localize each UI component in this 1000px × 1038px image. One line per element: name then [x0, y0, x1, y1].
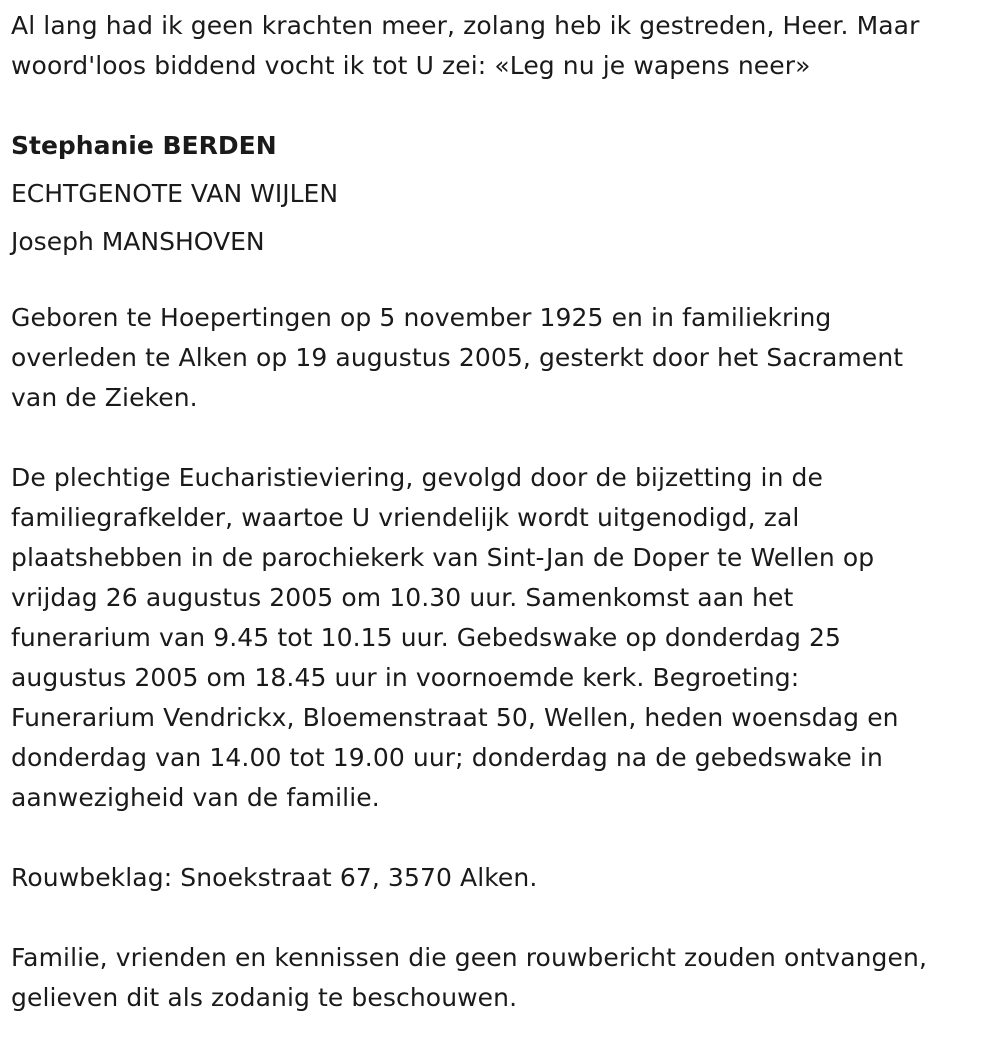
paragraph-line: plaatshebben in de parochiekerk van Sint-Jan de Doper te Wellen op — [11, 543, 875, 572]
ceremony-paragraph — [11, 458, 986, 818]
spacer — [11, 898, 986, 938]
paragraph-line: augustus 2005 om 18.45 uur in voornoemde kerk. Begroeting: — [11, 663, 800, 692]
spacer — [11, 418, 986, 458]
paragraph-line: funerarium van 9.45 tot 10.15 uur. Gebedswake op donderdag 25 — [11, 623, 841, 652]
deceased-block — [11, 122, 986, 266]
paragraph-line: gelieven dit als zodanig te beschouwen. — [11, 983, 518, 1012]
condolences-paragraph — [11, 858, 986, 898]
paragraph-line: Rouwbeklag: Snoekstraat 67, 3570 Alken. — [11, 863, 538, 892]
verse — [11, 6, 986, 86]
paragraph-line: vrijdag 26 augustus 2005 om 10.30 uur. Samenkomst aan het — [11, 583, 794, 612]
paragraph-line: van de Zieken. — [11, 383, 198, 412]
obituary-document — [11, 6, 986, 1018]
notice-paragraph — [11, 938, 986, 1018]
spacer — [11, 818, 986, 858]
paragraph-line: Funerarium Vendrickx, Bloemenstraat 50, Wellen, heden woensdag en — [11, 703, 899, 732]
paragraph-line: Geboren te Hoepertingen op 5 november 1925 en in familiekring — [11, 303, 832, 332]
verse-line: Al lang had ik geen krachten meer, zolang heb ik gestreden, Heer. Maar — [11, 11, 920, 40]
spacer — [11, 266, 986, 298]
paragraph-line: aanwezigheid van de familie. — [11, 783, 380, 812]
paragraph-line: donderdag van 14.00 tot 19.00 uur; donderdag na de gebedswake in — [11, 743, 883, 772]
spouse-name: Joseph MANSHOVEN — [11, 227, 265, 256]
paragraph-line: overleden te Alken op 19 augustus 2005, gesterkt door het Sacrament — [11, 343, 904, 372]
paragraph-line: De plechtige Eucharistieviering, gevolgd door de bijzetting in de — [11, 463, 824, 492]
verse-line: woord'loos biddend vocht ik tot U zei: «Leg nu je wapens neer» — [11, 51, 811, 80]
birth-death-paragraph — [11, 298, 986, 418]
spacer — [11, 86, 986, 122]
paragraph-line: familiegrafkelder, waartoe U vriendelijk wordt uitgenodigd, zal — [11, 503, 800, 532]
paragraph-line: Familie, vrienden en kennissen die geen rouwbericht zouden ontvangen, — [11, 943, 927, 972]
deceased-name: Stephanie BERDEN — [11, 131, 277, 160]
relation-label: ECHTGENOTE VAN WIJLEN — [11, 179, 339, 208]
